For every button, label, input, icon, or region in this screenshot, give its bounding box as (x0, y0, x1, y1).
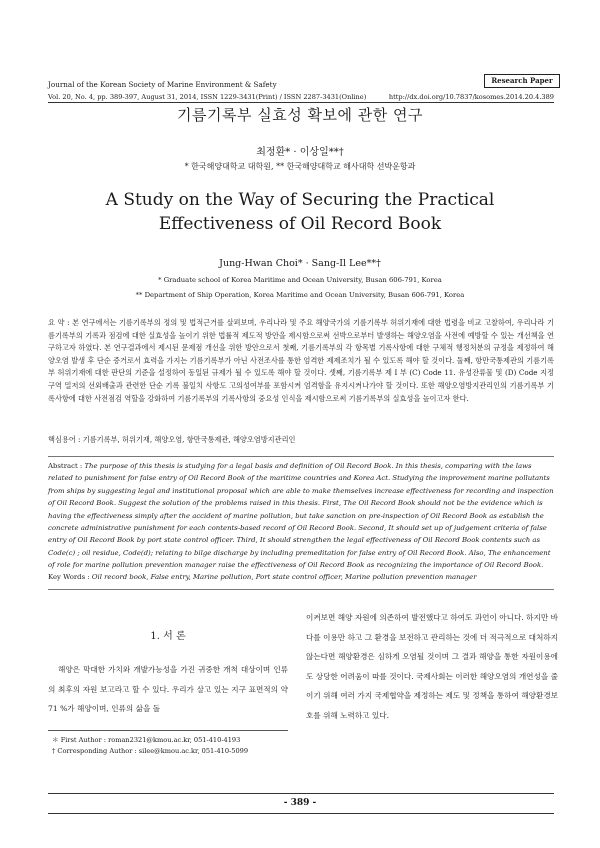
body-column-right: 이켜보면 해양 자원에 의존하여 발전했다고 하여도 과언이 아니다. 하지만 바다를 이용만 하고 그 환경을 보전하고 관리하는 것에 더 적극적으로 대처하지 않는다면 해양환경은 심하게 오염될 것이며 그 결과 해양을 통한 자원이용에도 상당한 어려움이 따를 것이다. 국제사회는 이러한 해양오염의 개연성을 줄이기 위해 여러 가지 국제협약을 제정하는 제도 및 정책을 통하여 해양환경보호를 위해 노력하고 있다. (306, 613, 558, 720)
authors-english: Jung-Hwan Choi* · Sang-Il Lee**† (219, 258, 381, 269)
keywords-korean-label: 핵심용어 : (48, 435, 83, 444)
authors-korean: 최정환* · 이상일**† (256, 147, 344, 158)
body-text-left: 해양은 막대한 가치와 개발가능성을 가진 귀중한 개척 대상이며 인류의 최후의 자원 보고라고 할 수 있다. 우리가 살고 있는 지구 표면적의 약 71 %가 해양이며, 인류의 삶을 돌 (48, 665, 288, 713)
abstract-korean-label: 요 약 : (48, 318, 73, 327)
keywords-english-text: Oil record book, False entry, Marine pollution, Port state control officer, Marine pollution prevention manager (91, 573, 477, 581)
footnote-first-author: ＊ First Author : roman2321@kmou.ac.kr, 051-410-4193 (52, 736, 241, 744)
footnote-corresponding-author: † Corresponding Author : silee@kmou.ac.kr, 051-410-5099 (52, 747, 249, 755)
keywords-english (48, 573, 554, 581)
section-heading: 1. 서 론 (150, 631, 186, 642)
page-rule-top (48, 793, 554, 794)
abstract-english (48, 460, 554, 572)
keywords-english-label: Key Words : (48, 573, 92, 581)
affiliation-english-1: * Graduate school of Korea Maritime and Ocean University, Busan 606-791, Korea (158, 276, 442, 284)
keywords-korean (48, 435, 554, 445)
footnote-rule (48, 730, 288, 731)
abstract-english-label: Abstract : (48, 462, 85, 470)
body-column-left (48, 660, 288, 719)
keywords-divider (48, 589, 554, 590)
title-english: A Study on the Way of Securing the Practical Effectiveness of Oil Record Book (105, 190, 495, 234)
journal-name: Journal of the Korean Society of Marine Environment & Safety (48, 80, 277, 89)
doi-link[interactable]: http://dx.doi.org/10.7837/kosomes.2014.20.4.389 (388, 93, 554, 101)
page-number: - 389 - (283, 798, 317, 808)
abstract-english-text: The purpose of this thesis is studying for a legal basis and definition of Oil Record Book. In this thesis, comparing with the laws related to punishment for false entry of Oil Record Book of the maritime countries and Korea Act. Studying the improvement marine pollutants from ships by suggesting legal and institutional proposal which are able to make themselves increase effectiveness for recording and inspection of Oil Record Book. Suggest the solution of the problems raised in this thesis. First, The Oil Record Book should not be the evidence which is having the effectiveness simply after the accident of marine pollution, but take sanction on pre-inspection of Oil Record Book as establish the concrete administrative punishment for each contents-based record of Oil Record Book. Second, It should set up of judgement criteria of false entry of Oil Record Book by port state control officer. Third, It should strengthen the legal effectiveness of Oil Record Book contents such as Code(c) ; oil residue, Code(d); relating to bilge discharge by including premeditation for false entry of Oil Record Book. Also, The enhancement of role for marine pollution prevention manager raise the effectiveness of Oil Record Book as recognizing the importance of Oil Record Book. (48, 462, 554, 570)
volume-line: Vol. 20, No. 4, pp. 389-397, August 31, 2014, ISSN 1229-3431(Print) / ISSN 2287-3431(Online) (48, 93, 367, 101)
affiliation-korean: * 한국해양대학교 대학원, ** 한국해양대학교 해사대학 선박운항과 (184, 162, 416, 171)
abstract-korean (48, 317, 554, 405)
keywords-korean-text: 기름기록부, 허위기재, 해양오염, 항만국통제관, 해양오염방지관리인 (82, 435, 296, 444)
page-rule-bottom (48, 813, 554, 814)
article-type-badge: Research Paper (484, 74, 560, 88)
title-korean: 기름기록부 실효성 확보에 관한 연구 (177, 106, 423, 124)
header-rule (48, 102, 554, 103)
affiliation-english-2: ** Department of Ship Operation, Korea Maritime and Ocean University, Busan 606-791, Korea (135, 291, 465, 299)
abstract-divider (48, 456, 554, 457)
abstract-korean-text: 본 연구에서는 기름기록부의 정의 및 법적근거를 살펴보며, 우리나라 및 주요 해양국가의 기름기록부 허위기재에 대한 법령을 비교 고찰하여, 우리나라 기름기록부의 기록과 점검에 대한 실효성을 높이기 위한 법률적 제도적 방안을 제시함으로써 선박으로부터 발생하는 해양오염을 사전에 예방할 수 있는 개선책을 연구하고자 하였다. 본 연구결과에서 제시된 문제점 개선을 위한 방안으로서 첫째, 기름기록부의 각 항목별 기록사항에 대한 구체적 행정처분의 규정을 제정하여 해양오염 발생 후 단순 증거로서 효력을 가지는 기름기록부가 아닌 사전조사를 통한 엄격한 제제조치가 될 수 있도록 해야 할 것이다. 둘째, 항만국통제관의 기름기록부 허위기재에 대한 판단의 기준을 설정하여 동일된 규제가 될 수 있도록 해야 할 것이다. 셋째, 기름기록부 제 I 부 (C) Code 11. 유성잔류물 및 (D) Code 지정구역 밀저의 선외배출과 관련한 단순 기록 불일치 사항도 고의성여부를 포함시켜 엄격함을 유지시켜나가야 할 것이다. 또한 해양오염방지관리인의 기름기록부 기록사항에 대한 사전점검 역할을 강화하여 기름기록부의 기록사항의 중요성 인식을 제시함으로써 기름기록부의 실효성을 높이고자 한다. (48, 318, 554, 403)
